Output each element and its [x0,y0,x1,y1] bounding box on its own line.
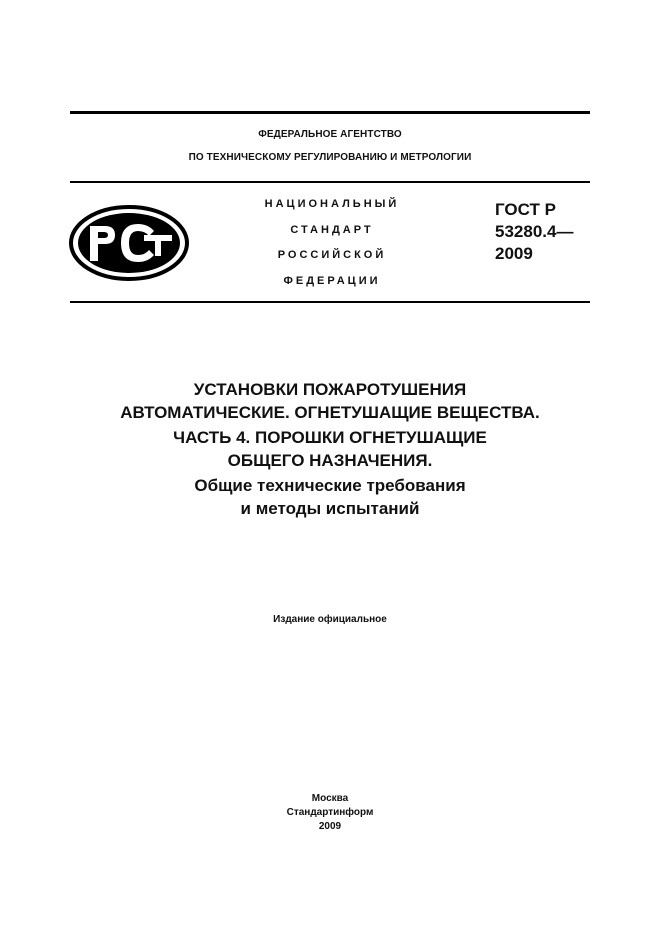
document-title-line2: АВТОМАТИЧЕСКИЕ. ОГНЕТУШАЩИЕ ВЕЩЕСТВА. [120,403,540,422]
agency-name-line2: ПО ТЕХНИЧЕСКОМУ РЕГУЛИРОВАНИЮ И МЕТРОЛОГИИ [188,152,472,163]
standard-type-line3: РОССИЙСКОЙ [277,249,387,261]
top-rule [70,111,590,114]
document-subtitle-line2: и методы испытаний [240,499,420,518]
designation-line2: 53280.4— [495,222,574,241]
standard-type-line2: СТАНДАРТ [290,224,374,236]
imprint-publisher: Стандартинформ [286,807,374,818]
designation-line3: 2009 [495,244,533,263]
edition-note: Издание официальное [273,614,387,625]
designation-line1: ГОСТ Р [495,200,556,219]
document-title-line1: УСТАНОВКИ ПОЖАРОТУШЕНИЯ [193,380,467,399]
header-divider [70,181,590,183]
standard-type-line4: ФЕДЕРАЦИИ [283,275,381,287]
header-bottom-rule [70,301,590,303]
document-title-line3: ЧАСТЬ 4. ПОРОШКИ ОГНЕТУШАЩИЕ [173,428,487,447]
agency-name-line1: ФЕДЕРАЛЬНОЕ АГЕНТСТВО [258,129,402,140]
imprint-year: 2009 [318,821,342,832]
standard-type-line1: НАЦИОНАЛЬНЫЙ [264,198,400,210]
document-title-line4: ОБЩЕГО НАЗНАЧЕНИЯ. [227,451,433,470]
imprint-city: Москва [311,793,349,804]
document-subtitle-line1: Общие технические требования [194,476,466,495]
gost-r-logo-icon [68,204,190,282]
